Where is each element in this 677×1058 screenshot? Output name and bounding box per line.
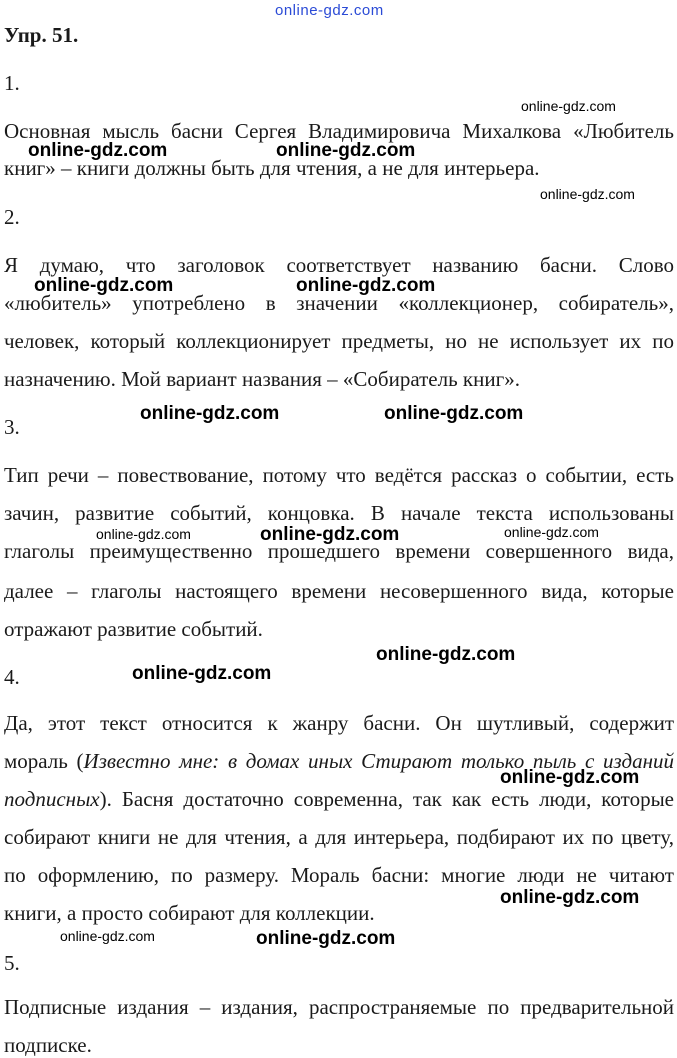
section-4-line-2-text: мораль ( [4, 749, 84, 773]
section-4-number: 4. [4, 665, 20, 689]
watermark: online-gdz.com [276, 140, 416, 161]
section-2-line-4: назначению. Мой вариант названия – «Собиратель книг». [4, 367, 520, 391]
section-5-line-1: Подписные издания – издания, распространяемые по предварительной [4, 995, 674, 1019]
section-2-line-3: человек, который коллекционирует предметы, но не использует их по [4, 329, 674, 353]
fable-quote-part-1: Известно мне: в домах иных Стирают только пыль с изданий [83, 749, 674, 773]
watermark: online-gdz.com [296, 275, 436, 296]
section-2-line-1: Я думаю, что заголовок соответствует названию басни. Слово [4, 253, 674, 277]
watermark: online-gdz.com [500, 887, 640, 908]
section-3-line-2: зачин, развитие событий, концовка. В начале текста использованы [4, 501, 674, 525]
watermark: online-gdz.com [28, 140, 168, 161]
section-4-line-6: книги, а просто собирают для коллекции. [4, 901, 375, 925]
exercise-title: Упр. 51. [4, 23, 79, 47]
watermark: online-gdz.com [256, 928, 396, 949]
fable-quote-part-2: подписных [4, 787, 100, 811]
section-2-line-2: «любитель» употреблено в значении «коллекционер, собиратель», [4, 291, 674, 315]
section-3-line-5: отражают развитие событий. [4, 617, 263, 641]
watermark: online-gdz.com [260, 524, 400, 545]
section-5-number: 5. [4, 951, 20, 975]
section-4-line-3-text: ). Басня достаточно современна, так как есть люди, которые [99, 787, 674, 811]
watermark: online-gdz.com [540, 186, 635, 202]
watermark: online-gdz.com [34, 275, 174, 296]
section-2-number: 2. [4, 205, 20, 229]
watermark: online-gdz.com [140, 403, 280, 424]
site-header-watermark: online-gdz.com [275, 2, 384, 19]
section-4-line-1: Да, этот текст относится к жанру басни. Он шутливый, содержит [4, 711, 674, 735]
section-1-line-1: Основная мысль басни Сергея Владимировича Михалкова «Любитель [4, 119, 674, 143]
section-4-line-3 [4, 786, 674, 812]
watermark: online-gdz.com [132, 663, 272, 684]
watermark: online-gdz.com [521, 98, 616, 114]
watermark: online-gdz.com [376, 644, 516, 665]
section-3-number: 3. [4, 415, 20, 439]
watermark: online-gdz.com [500, 767, 640, 788]
watermark: online-gdz.com [384, 403, 524, 424]
section-3-line-3: глаголы преимущественно прошедшего времени совершенного вида, [4, 539, 674, 563]
section-5-line-2: подписке. [4, 1033, 92, 1057]
watermark: online-gdz.com [504, 524, 599, 540]
section-3-line-4: далее – глаголы настоящего времени несовершенного вида, которые [4, 579, 674, 603]
section-3-line-1: Тип речи – повествование, потому что ведётся рассказ о событии, есть [4, 463, 674, 487]
watermark: online-gdz.com [60, 928, 155, 944]
section-4-line-4: собирают книги не для чтения, а для интерьера, подбирают их по цвету, [4, 825, 674, 849]
section-4-line-5: по оформлению, по размеру. Мораль басни: многие люди не читают [4, 863, 674, 887]
section-1-number: 1. [4, 71, 20, 95]
section-1-line-2: книг» – книги должны быть для чтения, а не для интерьера. [4, 156, 540, 180]
watermark: online-gdz.com [96, 526, 191, 542]
